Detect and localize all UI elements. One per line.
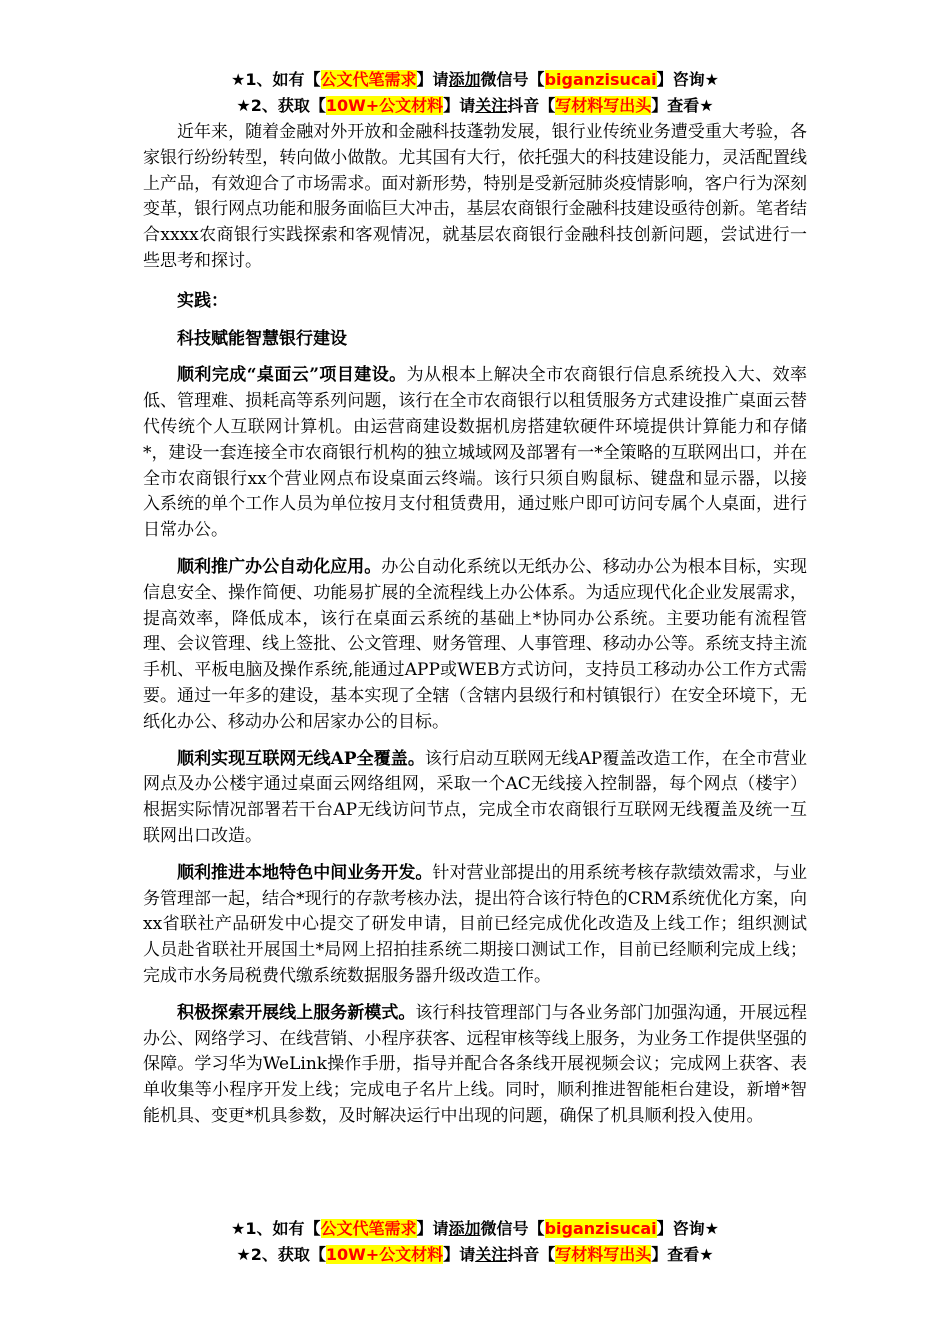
highlight-wechat-id: biganzisucai [544,70,657,89]
heading-practice: 实践： [177,290,228,311]
paragraph-lead: 顺利实现互联网无线AP全覆盖。 [177,748,425,769]
highlight-service: 公文代笔需求 [320,1219,417,1238]
paragraph-wireless-ap: 顺利实现互联网无线AP全覆盖。该行启动互联网无线AP覆盖改造工作，在全市营业网点及办公楼宇通过桌面云网络组网，采取一个AC无线接入控制器，每个网点（楼宇）根据实际情况部署若干台AP无线访问节点，完成全市农商银行互联网无线覆盖及统一互联网出口改造。 [143,748,807,846]
promo-line-1: ★1、如有【公文代笔需求】请添加微信号【biganzisucai】咨询★ [231,70,719,89]
highlight-materials: 10W+公文材料 [325,1245,444,1264]
highlight-materials: 10W+公文材料 [325,96,444,115]
paragraph-desktop-cloud: 顺利完成“桌面云”项目建设。为从根本上解决全市农商银行信息系统投入大、效率低、管理难、损耗高等系列问题，该行在全市农商银行以租赁服务方式建设推广桌面云替代传统个人互联网计算机。由运营商建设数据机房搭建软硬件环境提供计算能力和存储*，建设一套连接全市农商银行机构的独立城域网及部署有一*全策略的互联网出口，并在全市农商银行xx个营业网点布设桌面云终端。该行只须自购鼠标、键盘和显示器，以接入系统的单个工作人员为单位按月支付租赁费用，通过账户即可访问专属个人桌面，进行日常办公。 [143,365,807,541]
paragraph-lead: 顺利推进本地特色中间业务开发。 [177,862,433,883]
promo-banner-bottom [0,1216,950,1268]
highlight-wechat-id: biganzisucai [544,1219,657,1238]
paragraph-online-services: 积极探索开展线上服务新模式。该行科技管理部门与各业务部门加强沟通，开展远程办公、网络学习、在线营销、小程序获客、远程审核等线上服务，为业务工作提供坚强的保障。学习华为WeLink操作手册，指导并配合各条线开展视频会议；完成网上获客、表单收集等小程序开发上线；完成电子名片上线。同时，顺利推进智能柜台建设，新增*智能机具、变更*机具参数，及时解决运行中出现的问题，确保了机具顺利投入使用。 [143,1002,808,1126]
article-body [143,120,807,1130]
promo-line-1: ★1、如有【公文代笔需求】请添加微信号【biganzisucai】咨询★ [231,1219,719,1238]
paragraph-lead: 顺利推广办公自动化应用。 [177,556,382,577]
promo-line-2: ★2、获取【10W+公文材料】请关注抖音【写材料写出头】查看★ [236,1245,714,1264]
intro-paragraph: 近年来，随着金融对外开放和金融科技蓬勃发展，银行业传统业务遭受重大考验，各家银行纷纷转型，转向做小做散。尤其国有大行，依托强大的科技建设能力，灵活配置线上产品，有效迎合了市场需求。面对新形势，特别是受新冠肺炎疫情影响，客户行为深刻变革，银行网点功能和服务面临巨大冲击，基层农商银行金融科技建设亟待创新。笔者结合xxxx农商银行实践探索和客观情况，就基层农商银行金融科技创新问题，尝试进行一些思考和探讨。 [143,122,807,271]
paragraph-local-business: 顺利推进本地特色中间业务开发。针对营业部提出的用系统考核存款绩效需求，与业务管理部一起，结合*现行的存款考核办法，提出符合该行特色的CRM系统优化方案，向xx省联社产品研发中心提交了研发申请，目前已经完成优化改造及上线工作；组织测试人员赴省联社开展国土*局网上招拍挂系统二期接口测试工作，目前已经顺利完成上线；完成市水务局税费代缴系统数据服务器升级改造工作。 [143,862,808,986]
promo-line-2: ★2、获取【10W+公文材料】请关注抖音【写材料写出头】查看★ [236,96,714,115]
promo-banner-top [0,67,950,119]
highlight-service: 公文代笔需求 [320,70,417,89]
paragraph-lead: 积极探索开展线上服务新模式。 [177,1002,416,1023]
highlight-douyin-id: 写材料写出头 [555,96,652,115]
heading-section: 科技赋能智慧银行建设 [177,328,347,349]
paragraph-office-automation: 顺利推广办公自动化应用。办公自动化系统以无纸办公、移动办公为根本目标，实现信息安全、操作简便、功能易扩展的全流程线上办公体系。为适应现代化企业发展需求，提高效率，降低成本，该行在桌面云系统的基础上*协同办公系统。主要功能有流程管理、会议管理、线上签批、公文管理、财务管理、人事管理、移动办公等。系统支持主流手机、平板电脑及操作系统,能通过APP或WEB方式访问，支持员工移动办公工作方式需要。通过一年多的建设，基本实现了全辖（含辖内县级行和村镇银行）在安全环境下，无纸化办公、移动办公和居家办公的目标。 [143,556,808,732]
paragraph-lead: 顺利完成“桌面云”项目建设。 [177,365,407,386]
highlight-douyin-id: 写材料写出头 [555,1245,652,1264]
